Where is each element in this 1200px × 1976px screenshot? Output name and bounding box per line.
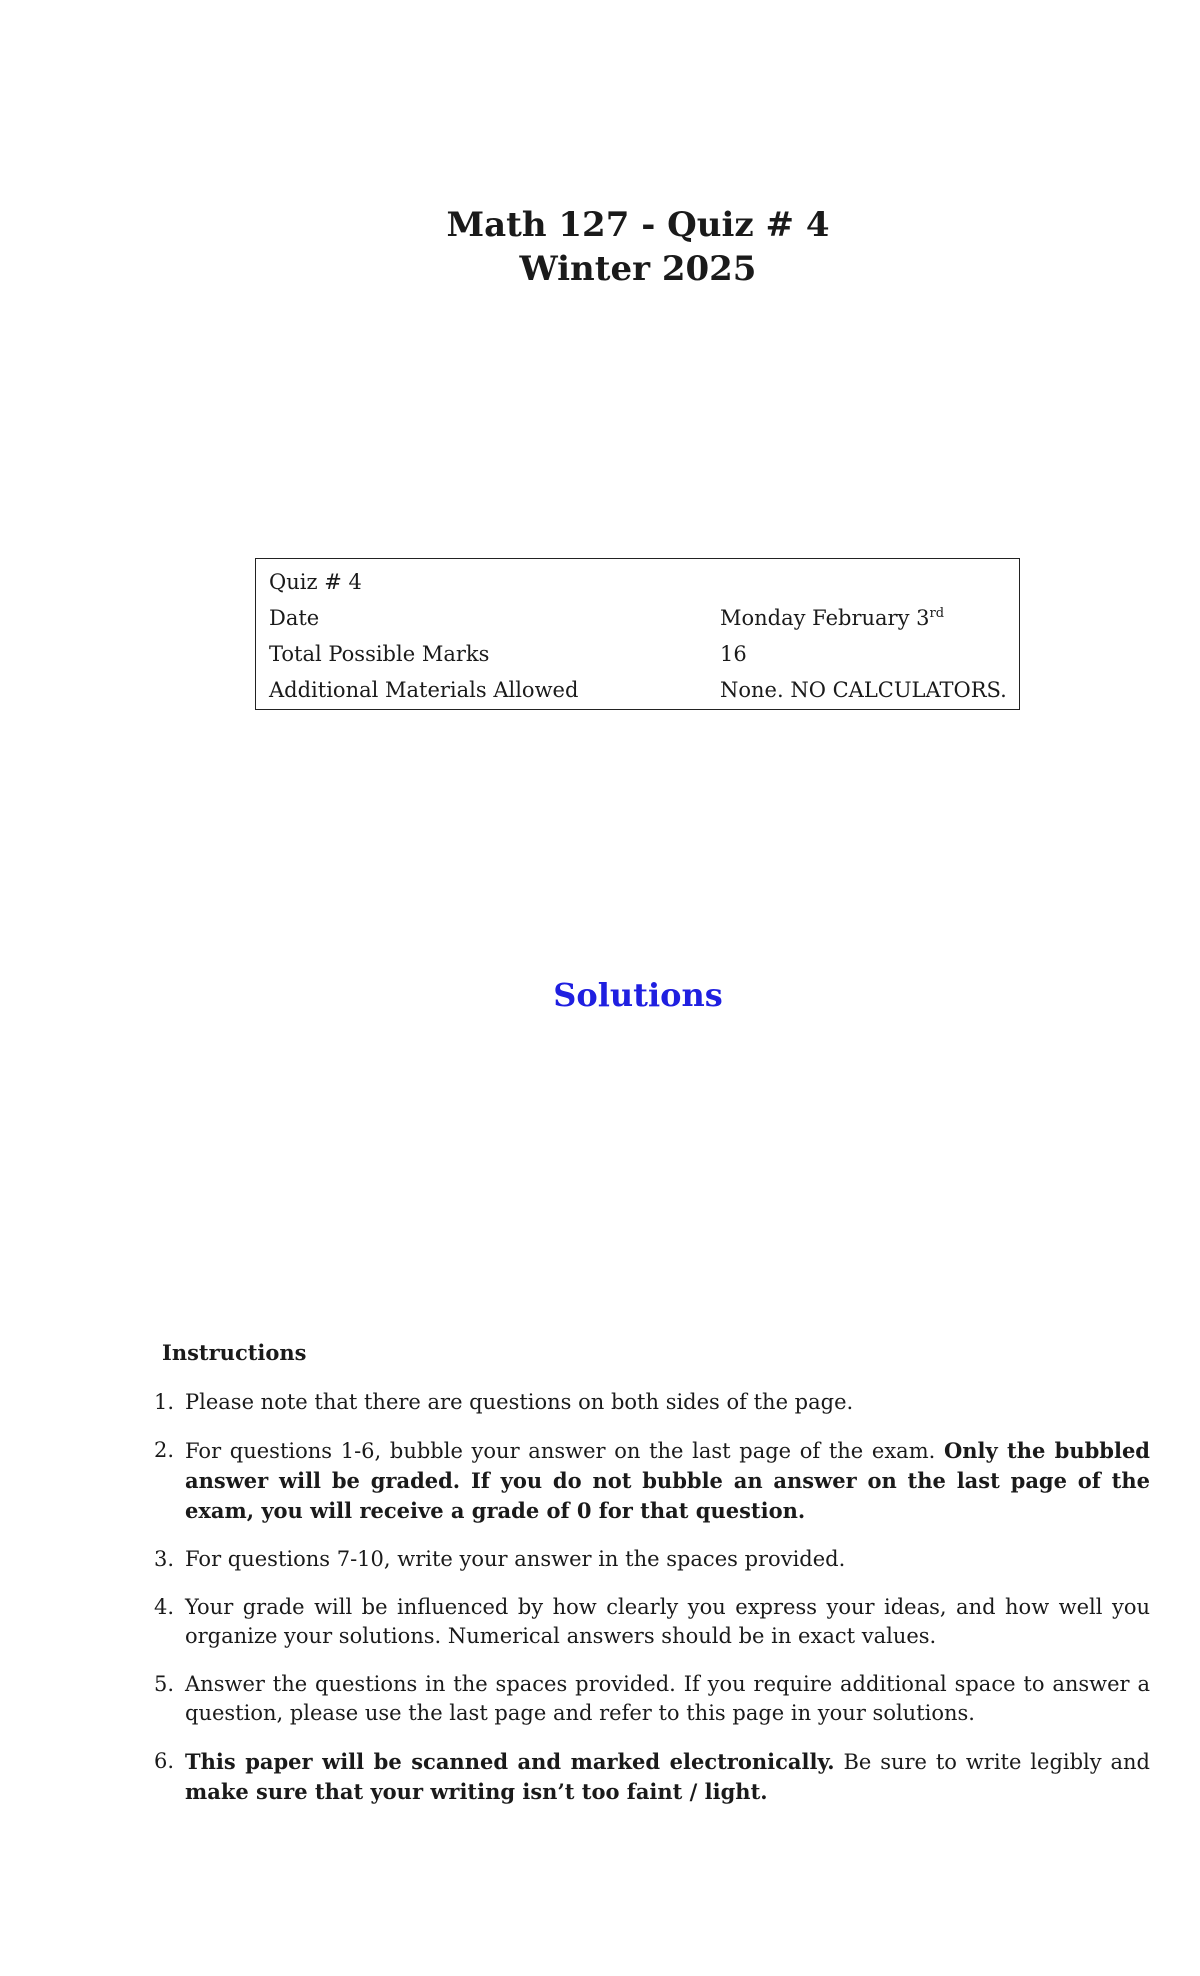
instruction-number: 1. — [154, 1390, 175, 1414]
instruction-emphasis: make sure that your writing isn’t too faint / light. — [185, 1779, 768, 1804]
instructions-heading: Instructions — [162, 1340, 307, 1365]
instruction-number: 2. — [154, 1438, 175, 1462]
instruction-number: 4. — [154, 1595, 175, 1619]
marks-label: Total Possible Marks — [269, 642, 490, 666]
instruction-item — [150, 1670, 1150, 1728]
page-title — [0, 203, 1200, 291]
instructions-list — [150, 1388, 1150, 1826]
instruction-text: Answer the questions in the spaces provided. If you require additional space to answer a question, please use the last page and refer to this page in your solutions. — [185, 1672, 1150, 1725]
instruction-item — [150, 1747, 1150, 1807]
date-value — [720, 600, 944, 636]
instruction-number: 5. — [154, 1672, 175, 1696]
quiz-label: Quiz # 4 — [269, 570, 362, 594]
instruction-item — [150, 1545, 1150, 1574]
instruction-item — [150, 1436, 1150, 1526]
date-label: Date — [269, 606, 320, 630]
instruction-text: Be sure to write legibly and — [834, 1750, 1150, 1774]
instruction-emphasis: Only the bubbled answer will be graded. If you do not bubble an answer on the last page of the exam, you will receive a grade of 0 for that question. — [185, 1438, 1150, 1523]
quiz-info-box — [255, 558, 1020, 710]
instruction-number: 3. — [154, 1547, 175, 1571]
date-text: Monday February 3 — [720, 606, 930, 630]
instruction-text: Please note that there are questions on both sides of the page. — [185, 1390, 854, 1414]
marks-value: 16 — [720, 642, 747, 666]
instruction-number: 6. — [154, 1749, 175, 1773]
title-course: Math 127 - Quiz # 4 — [446, 205, 830, 245]
date-suffix: rd — [929, 606, 945, 621]
instruction-item — [150, 1388, 1150, 1417]
materials-label: Additional Materials Allowed — [269, 678, 579, 702]
instruction-text: For questions 1-6, bubble your answer on the last page of the exam. — [185, 1439, 944, 1463]
solutions-heading: Solutions — [553, 976, 723, 1014]
instruction-item — [150, 1593, 1150, 1651]
materials-value: None. NO CALCULATORS. — [720, 678, 1007, 702]
instruction-text: Your grade will be influenced by how clearly you express your ideas, and how well you organize your solutions. Numerical answers should be in exact values. — [185, 1595, 1150, 1648]
title-term: Winter 2025 — [519, 249, 757, 289]
instruction-text: For questions 7-10, write your answer in the spaces provided. — [185, 1547, 846, 1571]
instruction-emphasis: This paper will be scanned and marked electronically. — [185, 1749, 835, 1774]
